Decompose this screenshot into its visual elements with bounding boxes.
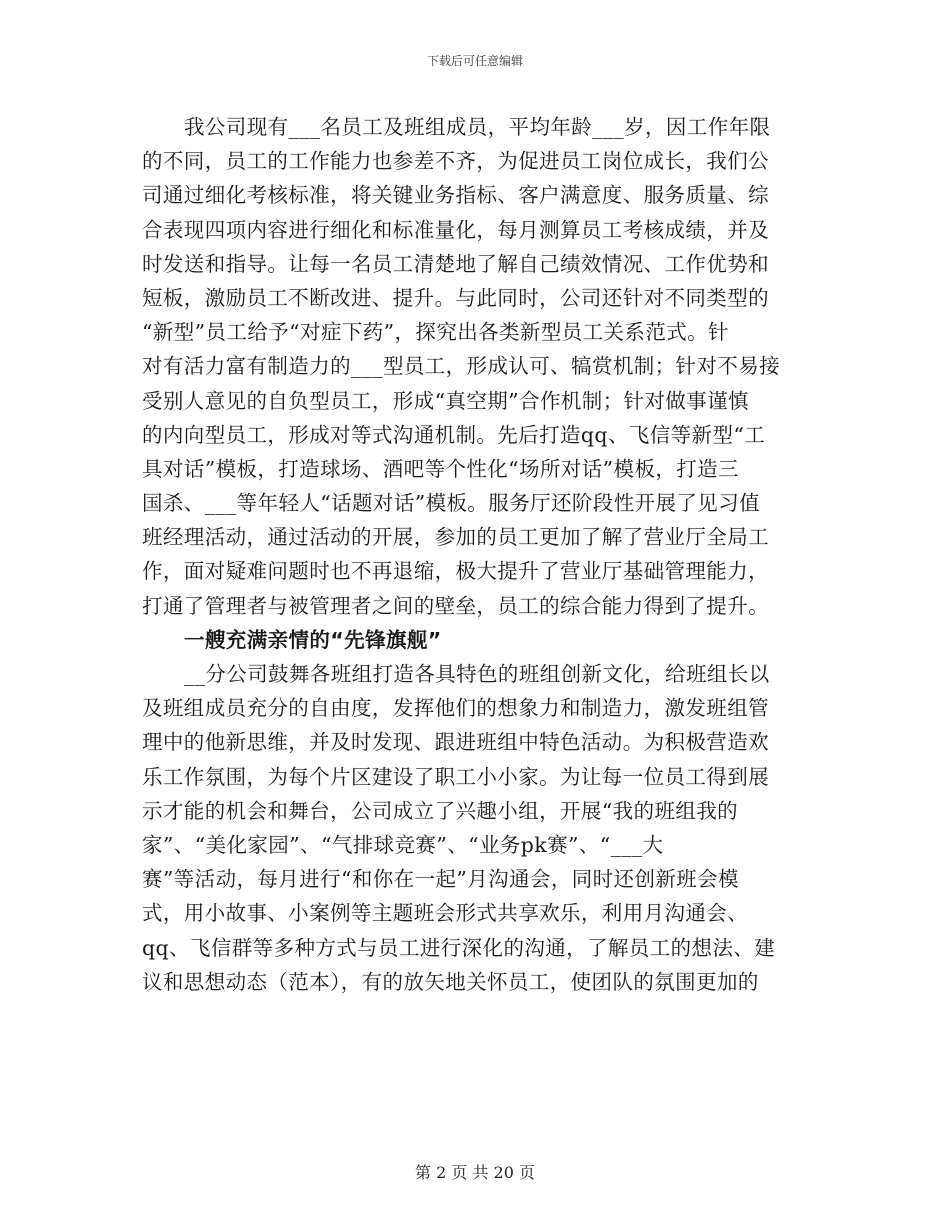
paragraph-line: 赛”等活动，每月进行“和你在一起”月沟通会，同时还创新班会模 (142, 867, 739, 892)
paragraph-line: 理中的他新思维，并及时发现、跟进班组中特色活动。为积极营造欢 (142, 730, 769, 755)
paragraph-line: 及班组成员充分的自由度，发挥他们的想象力和制造力，激发班组管 (142, 696, 769, 721)
page-header-note: 下载后可任意编辑 (426, 54, 523, 68)
paragraph-line: qq、飞信群等多种方式与员工进行深化的沟通，了解员工的想法、建 (142, 935, 776, 960)
paragraph-line: 打通了管理者与被管理者之间的壁垒，员工的综合能力得到了提升。 (142, 593, 769, 618)
paragraph-line: 的内向型员工，形成对等式沟通机制。先后打造qq、飞信等新型“工 (142, 422, 766, 447)
paragraph-line: 示才能的机会和舞台，公司成立了兴趣小组，开展“我的班组我的 (142, 798, 739, 823)
paragraph-line: 议和思想动态（范本），有的放矢地关怀员工，使团队的氛围更加的 (142, 969, 759, 994)
paragraph-line: 国杀、___等年轻人“话题对话”模板。服务厅还阶段性开展了见习值 (142, 491, 761, 516)
page-number-footer: 第 2 页 共 20 页 (415, 1163, 535, 1182)
paragraph-line: 时发送和指导。让每一名员工清楚地了解自己绩效情况、工作优势和 (142, 251, 769, 276)
paragraph-line: 的不同，员工的工作能力也参差不齐，为促进员工岗位成长，我们公 (142, 149, 769, 174)
paragraph-line: 短板，激励员工不断改进、提升。与此同时，公司还针对不同类型的 (142, 285, 769, 310)
paragraph-line: 作，面对疑难问题时也不再退缩，极大提升了营业厅基础管理能力， (142, 559, 769, 584)
paragraph-line: 式，用小故事、小案例等主题班会形式共享欢乐，利用月沟通会、 (142, 901, 749, 926)
document-body (142, 110, 810, 999)
paragraph-line: 合表现四项内容进行细化和标准量化，每月测算员工考核成绩，并及 (142, 217, 769, 242)
paragraph-line: 具对话”模板，打造球场、酒吧等个性化“场所对话”模板，打造三 (142, 456, 739, 481)
paragraph-line: “新型”员工给予“对症下药”，探究出各类新型员工关系范式。针 (142, 320, 729, 345)
paragraph-line: __分公司鼓舞各班组打造各具特色的班组创新文化，给班组长以 (184, 662, 770, 686)
paragraph-line: 受别人意见的自负型员工，形成“真空期”合作机制；针对做事谨慎 (142, 388, 749, 413)
section-heading: 一艘充满亲情的“先锋旗舰” (184, 627, 442, 652)
paragraph-line: 班经理活动，通过活动的开展，参加的员工更加了解了营业厅全局工 (142, 525, 769, 550)
paragraph-line: 我公司现有___名员工及班组成员，平均年龄___岁，因工作年限 (184, 115, 771, 139)
paragraph-line: 对有活力富有制造力的___型员工，形成认可、犒赏机制；针对不易接 (142, 354, 781, 379)
paragraph-line: 家”、“美化家园”、“气排球竞赛”、“业务pk赛”、“___大 (142, 832, 664, 857)
paragraph-line: 司通过细化考核标准，将关键业务指标、客户满意度、服务质量、综 (142, 183, 769, 208)
paragraph-line: 乐工作氛围，为每个片区建设了职工小小家。为让每一位员工得到展 (142, 764, 769, 789)
